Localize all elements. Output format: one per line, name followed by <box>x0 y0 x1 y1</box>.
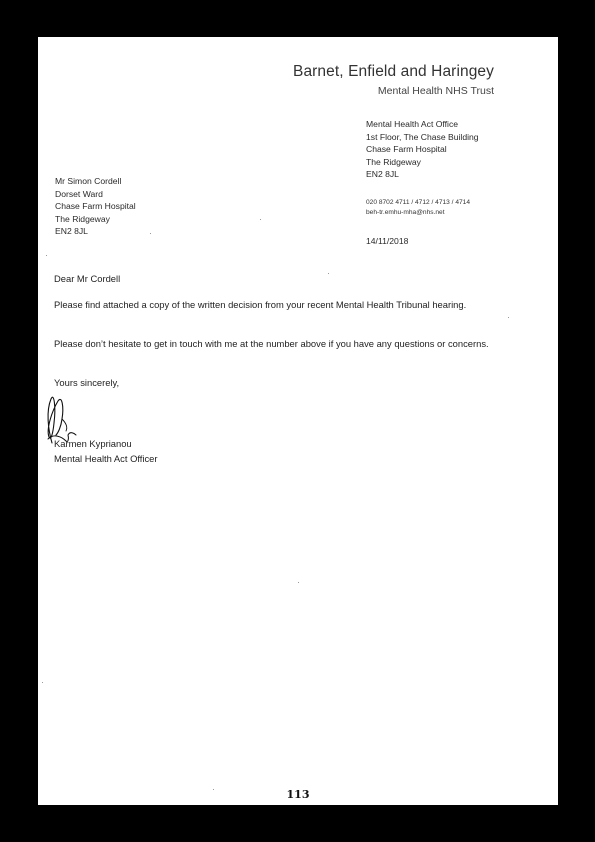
scan-speck <box>150 233 151 234</box>
recipient-address <box>55 175 136 238</box>
sender-address-line: Chase Farm Hospital <box>366 144 447 155</box>
scan-speck <box>42 682 43 683</box>
contact-details <box>366 198 470 217</box>
recipient-address-line: Chase Farm Hospital <box>55 201 136 212</box>
signer-name: Karmen Kyprianou <box>54 438 132 449</box>
contact-phone: 020 8702 4711 / 4712 / 4713 / 4714 <box>366 199 471 206</box>
recipient-address-line: Mr Simon Cordell <box>55 176 122 186</box>
recipient-address-line: Dorset Ward <box>55 188 103 199</box>
scan-speck <box>328 273 329 274</box>
letter-page <box>38 37 558 805</box>
sender-address-line: EN2 8JL <box>366 169 399 180</box>
scan-speck <box>260 219 261 220</box>
scan-speck <box>46 255 47 256</box>
scan-speck <box>298 582 299 583</box>
trust-name: Barnet, Enfield and Haringey <box>293 63 494 80</box>
trust-subtitle: Mental Health NHS Trust <box>377 85 494 97</box>
body-paragraph: Please find attached a copy of the written decision from your recent Mental Health Tribunal hearing. <box>54 299 467 310</box>
recipient-address-line: EN2 8JL <box>55 226 88 237</box>
sender-address-line: Mental Health Act Office <box>366 119 459 129</box>
scan-speck <box>508 317 509 318</box>
recipient-address-line: The Ridgeway <box>55 213 110 224</box>
sender-address <box>366 118 479 181</box>
scan-speck <box>213 789 214 790</box>
signer-title: Mental Health Act Officer <box>54 453 158 464</box>
sender-address-line: 1st Floor, The Chase Building <box>366 131 479 142</box>
letter-date: 14/11/2018 <box>366 236 409 246</box>
contact-email: beh-tr.emhu-mha@nhs.net <box>366 208 445 216</box>
salutation: Dear Mr Cordell <box>54 273 121 284</box>
body-paragraph: Please don’t hesitate to get in touch with me at the number above if you have any questions or concerns. <box>54 338 489 349</box>
closing: Yours sincerely, <box>54 377 120 388</box>
page-number: 113 <box>286 788 310 801</box>
sender-address-line: The Ridgeway <box>366 156 421 167</box>
